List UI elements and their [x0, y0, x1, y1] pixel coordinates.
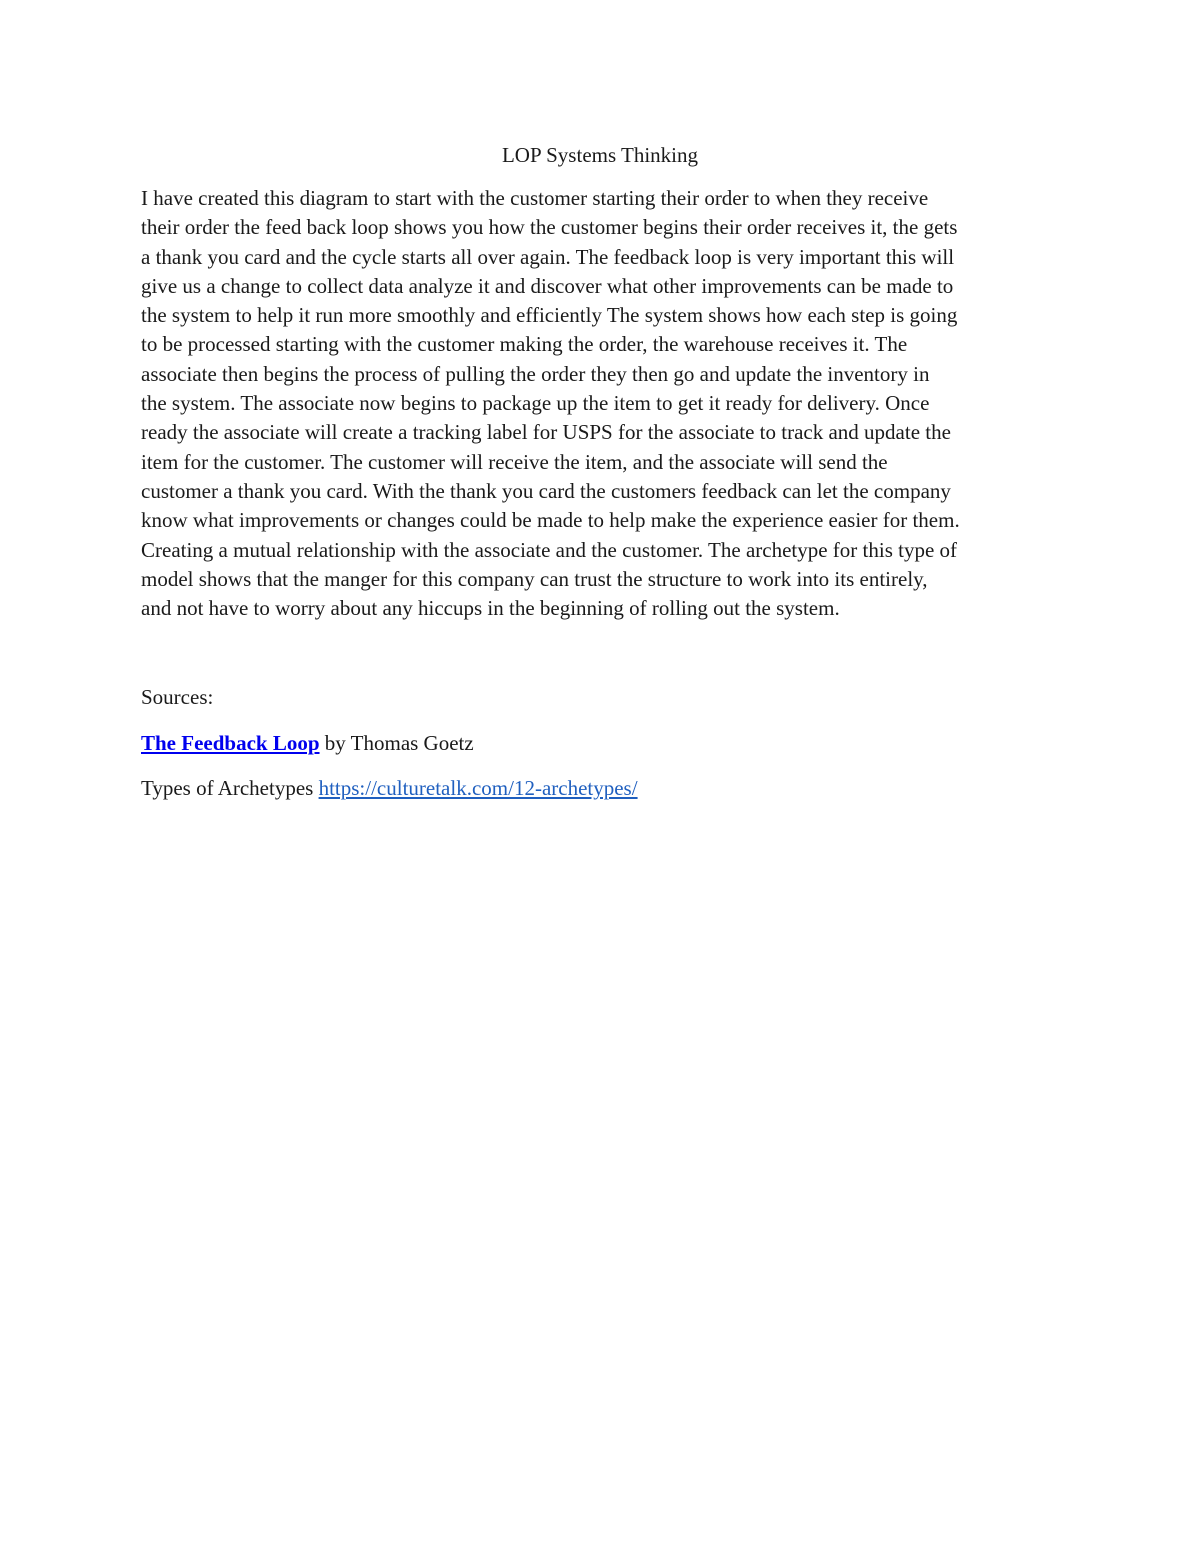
- archetypes-url-link[interactable]: https://culturetalk.com/12-archetypes/: [318, 776, 638, 800]
- body-line: associate then begins the process of pulling the order they then go and update the inventory in: [141, 361, 930, 386]
- body-line: ready the associate will create a tracking label for USPS for the associate to track and update the: [141, 420, 951, 445]
- body-line: Creating a mutual relationship with the associate and the customer. The archetype for this type of: [141, 537, 958, 562]
- document-title: LOP Systems Thinking: [501, 143, 699, 167]
- body-line: I have created this diagram to start with the customer starting their order to when they receive: [141, 186, 929, 210]
- body-line: a thank you card and the cycle starts all over again. The feedback loop is very important this will: [141, 244, 955, 269]
- body-line: to be processed starting with the customer making the order, the warehouse receives it. The: [141, 332, 908, 357]
- body-line: their order the feed back loop shows you how the customer begins their order receives it, the gets: [141, 215, 958, 240]
- body-line: give us a change to collect data analyze it and discover what other improvements can be made to: [141, 273, 954, 298]
- body-line: customer a thank you card. With the thank you card the customers feedback can let the company: [141, 478, 951, 503]
- body-paragraph: [141, 184, 1061, 623]
- body-line: the system. The associate now begins to package up the item to get it ready for delivery. Once: [141, 391, 930, 416]
- source-entry-feedback-loop: [141, 729, 474, 757]
- source-prefix: Types of Archetypes: [141, 776, 319, 800]
- source-entry-archetypes: [141, 774, 638, 802]
- body-line: know what improvements or changes could be made to help make the experience easier for them.: [141, 508, 960, 533]
- body-line: the system to help it run more smoothly and efficiently The system shows how each step is going: [141, 303, 958, 328]
- sources-heading: Sources:: [141, 685, 214, 709]
- feedback-loop-link[interactable]: The Feedback Loop: [141, 731, 320, 755]
- body-line: and not have to worry about any hiccups in the beginning of rolling out the system.: [141, 596, 840, 621]
- source-author: by Thomas Goetz: [319, 731, 474, 755]
- body-line: model shows that the manger for this company can trust the structure to work into its entirely,: [141, 566, 928, 591]
- body-line: item for the customer. The customer will receive the item, and the associate will send the: [141, 449, 888, 474]
